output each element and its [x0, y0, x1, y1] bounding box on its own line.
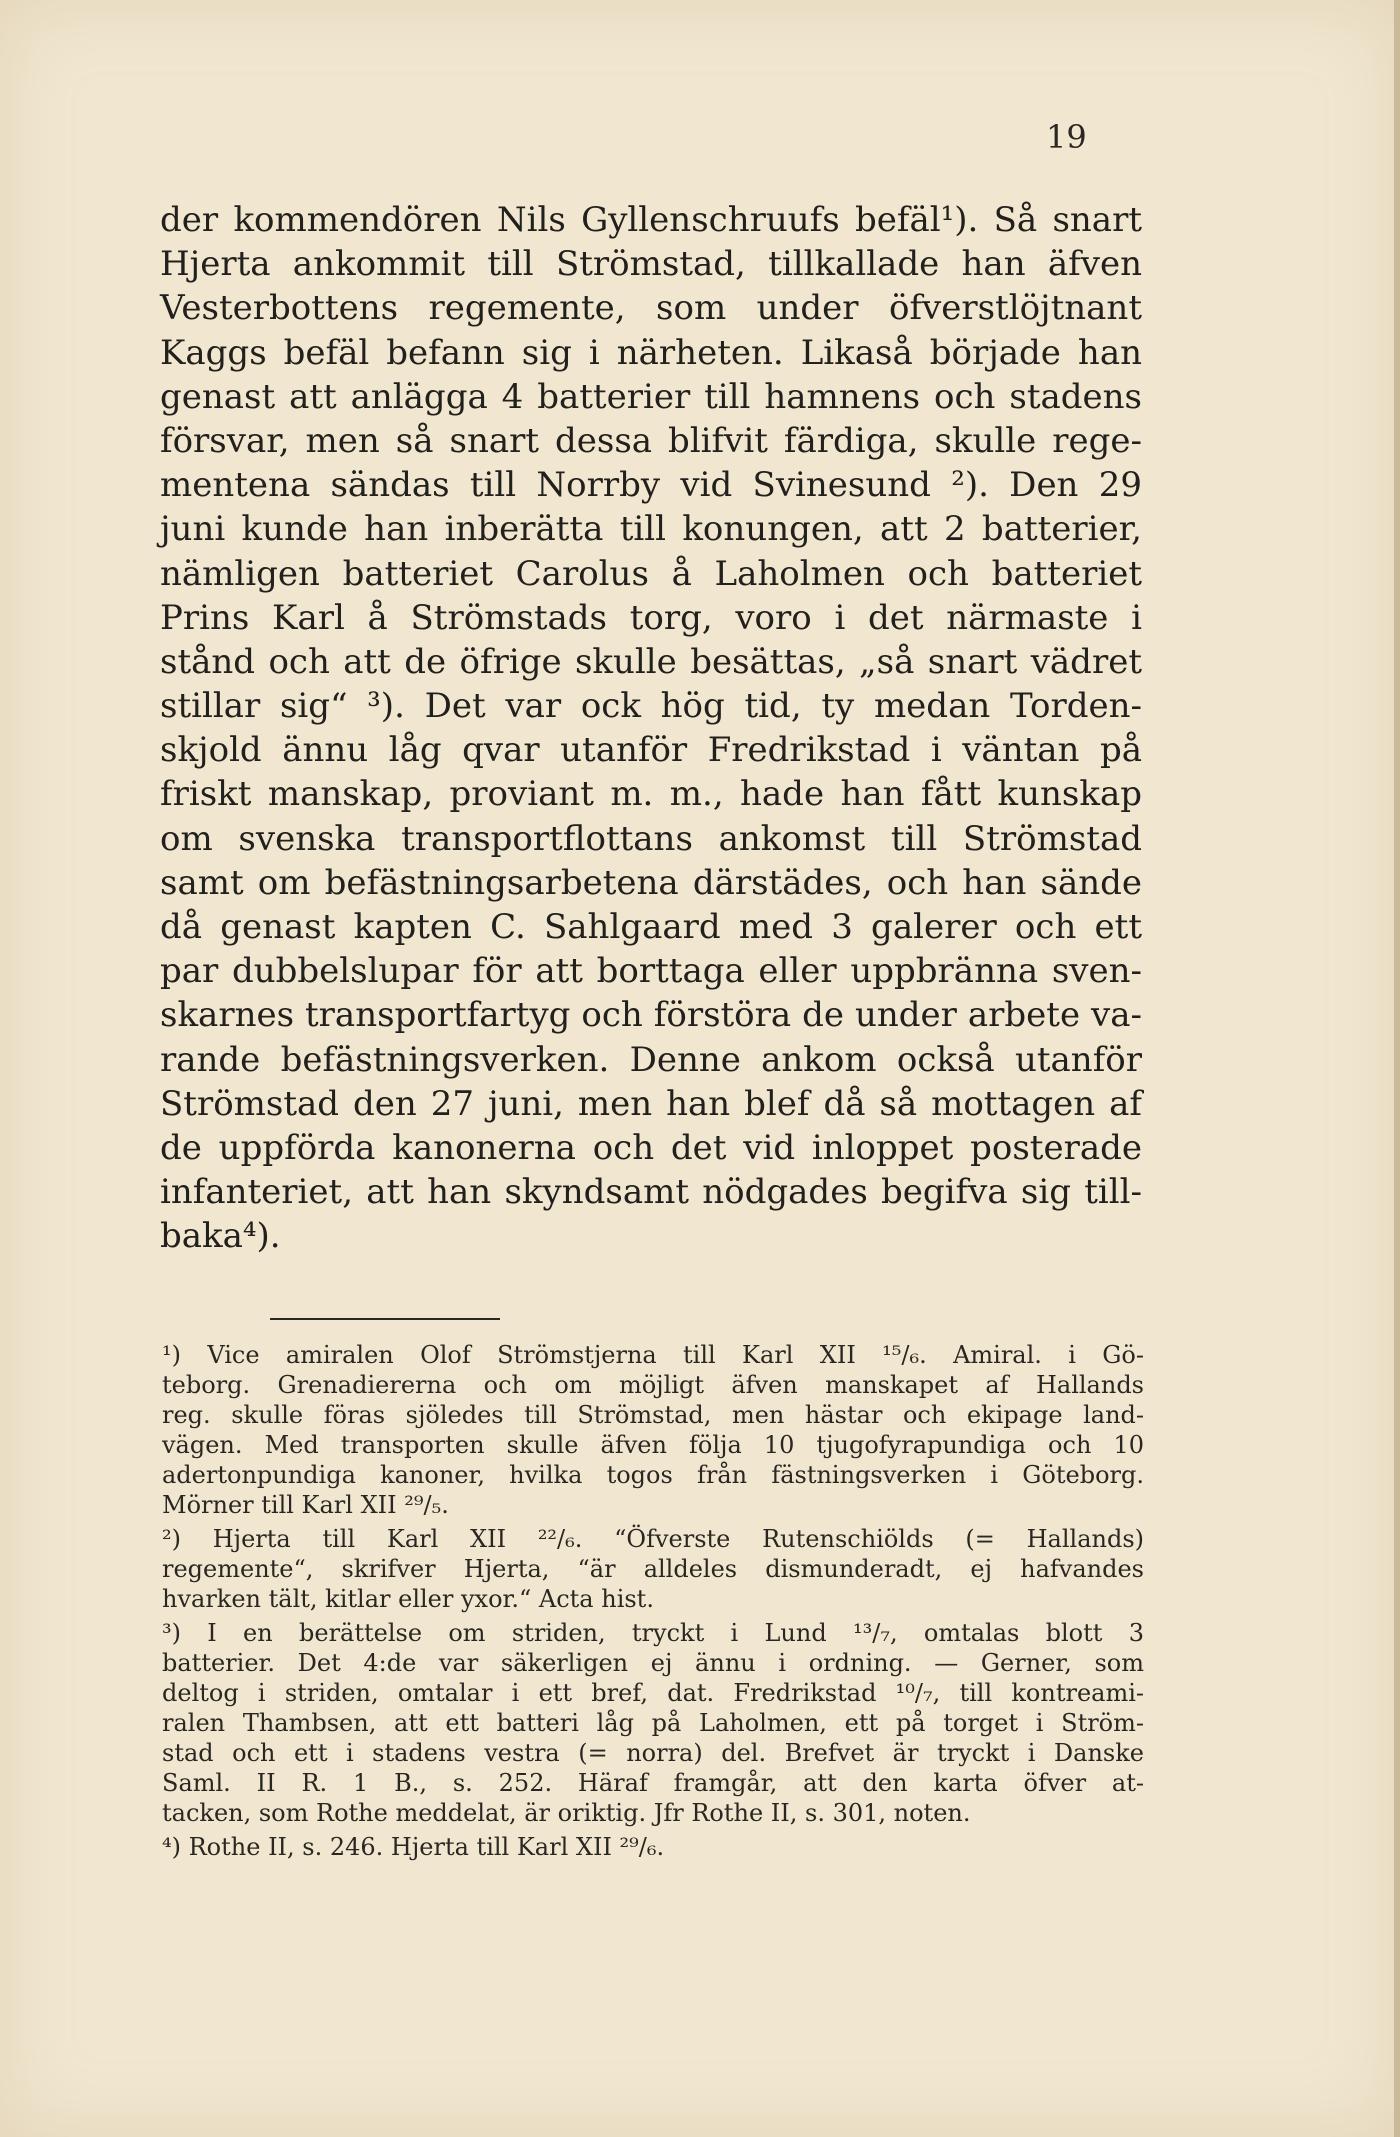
- body-text: [160, 198, 1142, 1259]
- body-line: skjold ännu låg qvar utanför Fredrikstad i väntan på: [160, 730, 1142, 771]
- body-line: Kaggs befäl befann sig i närheten. Likaså började han: [160, 332, 1142, 373]
- body-line: Vesterbottens regemente, som under öfverstlöjtnant: [160, 288, 1142, 329]
- body-line: friskt manskap, proviant m. m., hade han fått kunskap: [160, 774, 1142, 815]
- footnote-divider: [270, 1318, 500, 1320]
- footnote-line: ralen Thambsen, att ett batteri låg på Laholmen, ett på torget i Ström-: [162, 1709, 1144, 1737]
- body-line: stånd och att de öfrige skulle besättas, „så snart vädret: [160, 641, 1142, 682]
- footnote-line: ²) Hjerta till Karl XII ²²/₆. “Öfverste Rutenschiölds (= Hallands): [162, 1525, 1144, 1553]
- footnote-line: deltog i striden, omtalar i ett bref, dat. Fredrikstad ¹⁰/₇, till kontreami-: [162, 1679, 1144, 1707]
- footnote-line: adertonpundiga kanoner, hvilka togos från fästningsverken i Göteborg.: [162, 1461, 1144, 1489]
- body-line: par dubbelslupar för att borttaga eller uppbränna sven-: [160, 951, 1142, 992]
- footnote-line: batterier. Det 4:de var säkerligen ej ännu i ordning. — Gerner, som: [162, 1649, 1144, 1677]
- body-line: rande befästningsverken. Denne ankom också utanför: [160, 1039, 1142, 1080]
- body-line: Hjerta ankommit till Strömstad, tillkallade han äfven: [160, 244, 1142, 285]
- body-line: stillar sig“ ³). Det var ock hög tid, ty medan Torden-: [160, 686, 1142, 727]
- footnotes: [162, 1340, 1144, 1862]
- body-line: om svenska transportflottans ankomst till Strömstad: [160, 818, 1142, 859]
- body-line: genast att anlägga 4 batterier till hamnens och stadens: [160, 376, 1142, 417]
- footnote-line: stad och ett i stadens vestra (= norra) del. Brefvet är tryckt i Danske: [162, 1739, 1144, 1767]
- footnote-line: Saml. II R. 1 B., s. 252. Häraf framgår, att den karta öfver at-: [162, 1769, 1144, 1797]
- body-line: då genast kapten C. Sahlgaard med 3 galerer och ett: [160, 907, 1142, 947]
- page-number: 19: [1046, 118, 1087, 156]
- footnote-line: ³) I en berättelse om striden, tryckt i Lund ¹³/₇, omtalas blott 3: [162, 1619, 1144, 1647]
- body-line: mentena sändas till Norrby vid Svinesund ²). Den 29: [160, 465, 1142, 506]
- footnote-line: hvarken tält, kitlar eller yxor.“ Acta hist.: [162, 1585, 654, 1613]
- body-line: baka⁴).: [160, 1216, 281, 1257]
- body-line: Strömstad den 27 juni, men han blef då så mottagen af: [160, 1083, 1142, 1124]
- footnote-line: Mörner till Karl XII ²⁹/₅.: [162, 1491, 449, 1519]
- footnote-line: vägen. Med transporten skulle äfven följa 10 tjugofyrapundiga och 10: [162, 1431, 1144, 1459]
- body-line: Prins Karl å Strömstads torg, voro i det närmaste i: [160, 597, 1142, 638]
- body-line: samt om befästningsarbetena därstädes, och han sände: [160, 862, 1142, 903]
- footnote-line: teborg. Grenadiererna och om möjligt äfven manskapet af Hallands: [162, 1371, 1144, 1399]
- body-line: de uppförda kanonerna och det vid inloppet posterade: [160, 1127, 1142, 1168]
- body-line: juni kunde han inberätta till konungen, att 2 batterier,: [160, 509, 1142, 550]
- body-line: infanteriet, att han skyndsamt nödgades begifva sig till-: [160, 1172, 1142, 1213]
- body-line: försvar, men så snart dessa blifvit färdiga, skulle rege-: [160, 420, 1142, 461]
- body-line: der kommendören Nils Gyllenschruufs befäl¹). Så snart: [160, 200, 1142, 240]
- footnote-line: ¹) Vice amiralen Olof Strömstjerna till Karl XII ¹⁵/₆. Amiral. i Gö-: [162, 1341, 1144, 1369]
- footnote-line: reg. skulle föras sjöledes till Strömstad, men hästar och ekipage land-: [162, 1401, 1144, 1429]
- footnote-line: ⁴) Rothe II, s. 246. Hjerta till Karl XII ²⁹/₆.: [162, 1833, 665, 1861]
- body-line: skarnes transportfartyg och förstöra de under arbete va-: [160, 995, 1142, 1036]
- footnote-line: tacken, som Rothe meddelat, är oriktig. Jfr Rothe II, s. 301, noten.: [162, 1799, 971, 1827]
- body-line: nämligen batteriet Carolus å Laholmen och batteriet: [160, 553, 1142, 594]
- footnote-line: regemente“, skrifver Hjerta, “är alldeles dismunderadt, ej hafvandes: [162, 1555, 1144, 1583]
